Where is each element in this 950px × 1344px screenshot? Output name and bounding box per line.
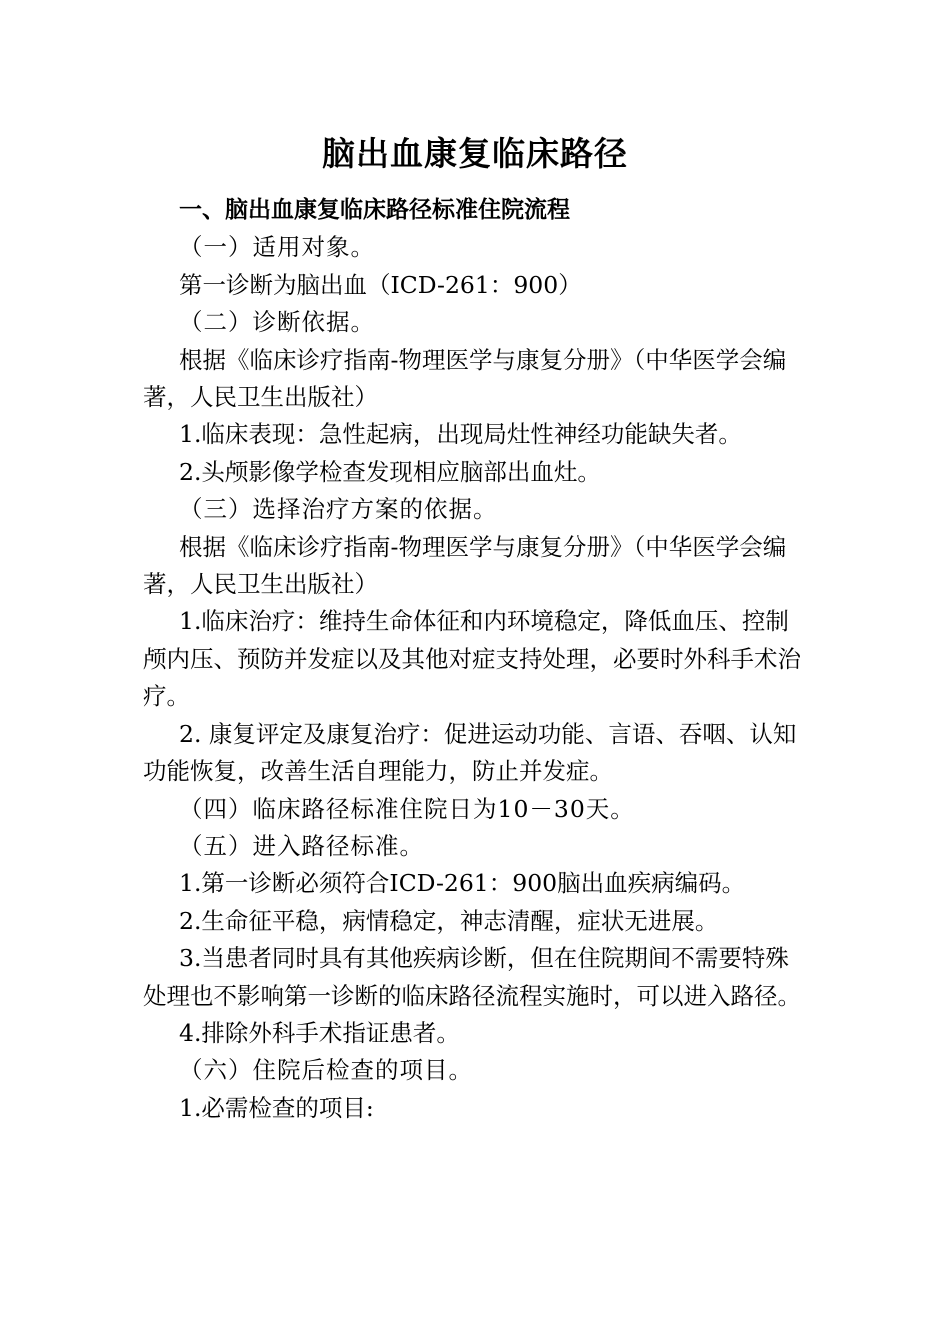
paragraph-guideline-reference-2: 根据《临床诊疗指南-物理医学与康复分册》（中华医学会编著，人民卫生出版社）	[143, 532, 787, 599]
paragraph-first-diagnosis: 第一诊断为脑出血（ICD-261：900）	[179, 270, 582, 299]
subsection-entry-criteria: （五）进入路径标准。	[179, 831, 424, 860]
document-title: 脑出血康复临床路径	[322, 134, 628, 173]
list-item-required-exams: 1.必需检查的项目:	[179, 1093, 374, 1122]
list-item-clinical-treatment: 1.临床治疗：维持生命体征和内环境稳定，降低血压、控制颅内压、预防并发症以及其他对症支持处理，必要时外科手术治疗。	[143, 607, 801, 711]
list-item-criteria-1: 1.第一诊断必须符合ICD-261：900脑出血疾病编码。	[179, 869, 746, 898]
list-item-criteria-4: 4.排除外科手术指证患者。	[179, 1018, 460, 1047]
list-item-clinical-manifestation: 1.临床表现：急性起病，出现局灶性神经功能缺失者。	[179, 420, 742, 449]
subsection-post-admission-exams: （六）住院后检查的项目。	[179, 1056, 473, 1085]
list-item-criteria-2: 2.生命征平稳，病情稳定，神志清醒，症状无进展。	[179, 906, 719, 935]
subsection-diagnostic-basis: （二）诊断依据。	[179, 308, 375, 337]
paragraph-guideline-reference: 根据《临床诊疗指南-物理医学与康复分册》（中华医学会编著，人民卫生出版社）	[143, 345, 787, 412]
section-heading: 一、脑出血康复临床路径标准住院流程	[179, 197, 570, 223]
subsection-treatment-basis: （三）选择治疗方案的依据。	[179, 495, 498, 524]
subsection-hospital-stay: （四）临床路径标准住院日为10－30天。	[179, 794, 635, 823]
subsection-applicable-subjects: （一）适用对象。	[179, 233, 375, 262]
list-item-criteria-3: 3.当患者同时具有其他疾病诊断，但在住院期间不需要特殊处理也不影响第一诊断的临床路径流程实施时，可以进入路径。	[143, 944, 801, 1010]
list-item-rehab-treatment: 2. 康复评定及康复治疗：促进运动功能、言语、吞咽、认知功能恢复，改善生活自理能力，防止并发症。	[143, 719, 797, 786]
document-body	[143, 192, 808, 1127]
list-item-imaging: 2.头颅影像学检查发现相应脑部出血灶。	[179, 457, 601, 486]
